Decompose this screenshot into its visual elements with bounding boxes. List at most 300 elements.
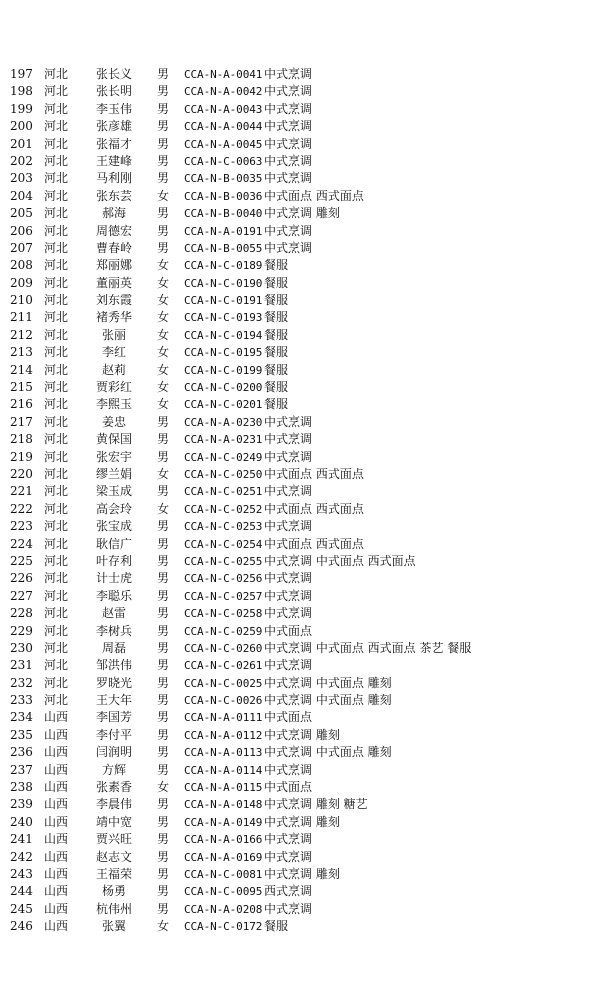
row-number: 212: [10, 327, 33, 342]
gender: 男: [157, 119, 170, 134]
person-name: 贾彩红: [96, 380, 133, 395]
list-row: [0, 275, 600, 292]
row-number: 235: [10, 727, 33, 742]
gender: 女: [157, 327, 170, 342]
skills: 中式烹调: [264, 762, 313, 777]
certificate-id: CCA-N-C-0201: [184, 398, 263, 412]
list-row: [0, 640, 600, 657]
certificate-id: CCA-N-A-0041: [184, 68, 263, 81]
list-row: [0, 744, 600, 761]
skills: 中式烹调: [264, 153, 313, 168]
gender: 男: [157, 710, 170, 725]
person-name: 褚秀华: [96, 310, 133, 325]
list-row: [0, 849, 600, 866]
person-name: 高会玲: [96, 501, 133, 516]
gender: 女: [157, 501, 170, 516]
list-row: [0, 136, 600, 153]
person-name: 王福荣: [96, 866, 133, 881]
list-row: [0, 240, 600, 257]
province: 河北: [44, 484, 69, 499]
list-row: [0, 309, 600, 326]
province: 河北: [44, 327, 69, 342]
gender: 男: [157, 223, 170, 238]
row-number: 244: [10, 884, 33, 899]
gender: 男: [157, 484, 170, 499]
province: 河北: [44, 571, 69, 586]
skills: 中式面点: [264, 623, 313, 638]
row-number: 225: [10, 553, 33, 568]
gender: 男: [157, 571, 170, 586]
gender: 男: [157, 414, 170, 429]
skills: 中式面点 西式面点: [264, 536, 364, 551]
row-number: 206: [10, 223, 33, 238]
row-number: 222: [10, 501, 33, 516]
certificate-id: CCA-N-C-0095: [184, 885, 263, 899]
list-row: [0, 501, 600, 518]
certificate-id: CCA-N-C-0199: [184, 363, 263, 377]
skills: 餐服: [264, 380, 289, 395]
list-row: [0, 414, 600, 431]
certificate-id: CCA-N-C-0256: [184, 572, 263, 586]
certificate-id: CCA-N-C-0253: [184, 520, 263, 534]
person-name: 张福才: [96, 136, 133, 151]
list-row: [0, 66, 600, 83]
skills: 餐服: [264, 258, 289, 273]
row-number: 242: [10, 849, 33, 864]
skills: 中式烹调: [264, 901, 313, 916]
gender: 男: [157, 432, 170, 447]
gender: 女: [157, 362, 170, 377]
certificate-id: CCA-N-C-0200: [184, 381, 263, 395]
row-number: 236: [10, 745, 33, 760]
gender: 男: [157, 553, 170, 568]
province: 河北: [44, 397, 69, 412]
person-name: 计士虎: [96, 571, 133, 586]
row-number: 245: [10, 901, 33, 916]
row-number: 216: [10, 397, 33, 412]
province: 河北: [44, 675, 69, 690]
gender: 女: [157, 397, 170, 412]
person-name: 邹洪伟: [96, 658, 133, 673]
gender: 女: [157, 310, 170, 325]
certificate-id: CCA-N-C-0259: [184, 624, 263, 638]
list-row: [0, 205, 600, 222]
province: 河北: [44, 414, 69, 429]
skills: 中式烹调: [264, 223, 313, 238]
list-row: [0, 327, 600, 344]
gender: 男: [157, 901, 170, 916]
gender: 女: [157, 380, 170, 395]
skills: 中式烹调 雕刻: [264, 727, 340, 742]
list-row: [0, 623, 600, 640]
certificate-id: CCA-N-C-0063: [184, 154, 263, 168]
certificate-id: CCA-N-A-0045: [184, 137, 263, 151]
person-name: 张素香: [96, 780, 133, 795]
certificate-id: CCA-N-C-0249: [184, 450, 263, 464]
certificate-id: CCA-N-A-0115: [184, 781, 263, 795]
list-row: [0, 292, 600, 309]
province: 河北: [44, 136, 69, 151]
list-row: [0, 257, 600, 274]
certificate-id: CCA-N-A-0113: [184, 746, 263, 760]
list-row: [0, 101, 600, 118]
certificate-id: CCA-N-C-0258: [184, 607, 263, 621]
list-row: [0, 449, 600, 466]
row-number: 199: [10, 101, 33, 116]
list-row: [0, 796, 600, 813]
certificate-id: CCA-N-A-0043: [184, 102, 263, 116]
province: 山西: [44, 710, 69, 725]
row-number: 200: [10, 119, 33, 134]
row-number: 231: [10, 658, 33, 673]
province: 河北: [44, 466, 69, 481]
row-number: 233: [10, 693, 33, 708]
gender: 男: [157, 727, 170, 742]
certificate-id: CCA-N-A-0169: [184, 850, 263, 864]
gender: 男: [157, 153, 170, 168]
row-number: 227: [10, 588, 33, 603]
row-number: 241: [10, 832, 33, 847]
person-name: 张宏宇: [96, 449, 133, 464]
row-number: 210: [10, 293, 33, 308]
certificate-id: CCA-N-A-0114: [184, 763, 263, 777]
person-name: 姜忠: [102, 414, 127, 429]
province: 河北: [44, 536, 69, 551]
province: 山西: [44, 814, 69, 829]
province: 山西: [44, 919, 69, 934]
skills: 中式烹调 雕刻: [264, 866, 340, 881]
person-name: 李树兵: [96, 623, 133, 638]
province: 河北: [44, 606, 69, 621]
province: 山西: [44, 832, 69, 847]
row-number: 232: [10, 675, 33, 690]
province: 河北: [44, 640, 69, 655]
person-name: 马利刚: [96, 171, 133, 186]
certificate-id: CCA-N-C-0190: [184, 276, 263, 290]
skills: 餐服: [264, 293, 289, 308]
certificate-id: CCA-N-C-0254: [184, 537, 263, 551]
skills: 中式烹调 雕刻: [264, 814, 340, 829]
province: 山西: [44, 762, 69, 777]
province: 河北: [44, 258, 69, 273]
list-row: [0, 518, 600, 535]
skills: 中式烹调: [264, 101, 313, 116]
skills: 中式烹调 雕刻: [264, 206, 340, 221]
province: 山西: [44, 884, 69, 899]
list-row: [0, 396, 600, 413]
person-name: 周德宏: [96, 223, 133, 238]
gender: 男: [157, 849, 170, 864]
row-number: 202: [10, 153, 33, 168]
skills: 餐服: [264, 362, 289, 377]
certificate-list: [0, 66, 600, 936]
gender: 男: [157, 67, 170, 81]
province: 山西: [44, 901, 69, 916]
gender: 女: [157, 345, 170, 360]
list-row: [0, 379, 600, 396]
row-number: 229: [10, 623, 33, 638]
province: 河北: [44, 67, 69, 81]
province: 河北: [44, 206, 69, 221]
province: 河北: [44, 240, 69, 255]
certificate-id: CCA-N-A-0044: [184, 120, 263, 134]
person-name: 张彦雄: [96, 119, 133, 134]
person-name: 叶存利: [96, 553, 133, 568]
person-name: 耿信广: [96, 536, 133, 551]
certificate-id: CCA-N-A-0208: [184, 902, 263, 916]
row-number: 230: [10, 640, 33, 655]
person-name: 李晨伟: [96, 797, 133, 812]
province: 河北: [44, 84, 69, 99]
row-number: 217: [10, 414, 33, 429]
certificate-id: CCA-N-C-0257: [184, 589, 263, 603]
person-name: 杨勇: [102, 884, 127, 899]
certificate-id: CCA-N-B-0036: [184, 189, 263, 203]
gender: 女: [157, 258, 170, 273]
skills: 中式面点 西式面点: [264, 188, 364, 203]
person-name: 郝海: [102, 206, 127, 221]
skills: 中式烹调: [264, 67, 313, 81]
skills: 餐服: [264, 397, 289, 412]
skills: 中式烹调 中式面点 雕刻: [264, 745, 392, 760]
list-row: [0, 866, 600, 883]
skills: 中式烹调: [264, 519, 313, 534]
province: 山西: [44, 780, 69, 795]
person-name: 梁玉成: [96, 484, 133, 499]
person-name: 张长明: [96, 84, 133, 99]
skills: 中式烹调: [264, 414, 313, 429]
person-name: 杭伟州: [96, 901, 133, 916]
row-number: 246: [10, 919, 33, 934]
person-name: 张长义: [96, 67, 133, 81]
skills: 中式面点: [264, 710, 313, 725]
skills: 中式烹调: [264, 136, 313, 151]
row-number: 203: [10, 171, 33, 186]
list-row: [0, 605, 600, 622]
certificate-id: CCA-N-C-0195: [184, 346, 263, 360]
list-row: [0, 118, 600, 135]
row-number: 219: [10, 449, 33, 464]
certificate-id: CCA-N-C-0251: [184, 485, 263, 499]
person-name: 王建峰: [96, 153, 133, 168]
certificate-id: CCA-N-C-0193: [184, 311, 263, 325]
skills: 中式烹调: [264, 449, 313, 464]
certificate-id: CCA-N-C-0026: [184, 694, 263, 708]
certificate-id: CCA-N-A-0042: [184, 85, 263, 99]
row-number: 221: [10, 484, 33, 499]
gender: 男: [157, 588, 170, 603]
skills: 中式烹调: [264, 832, 313, 847]
province: 山西: [44, 866, 69, 881]
province: 河北: [44, 101, 69, 116]
person-name: 董丽英: [96, 275, 133, 290]
list-row: [0, 831, 600, 848]
row-number: 228: [10, 606, 33, 621]
row-number: 223: [10, 519, 33, 534]
list-row: [0, 536, 600, 553]
province: 河北: [44, 275, 69, 290]
province: 河北: [44, 432, 69, 447]
gender: 男: [157, 136, 170, 151]
skills: 中式烹调 雕刻 糖艺: [264, 797, 368, 812]
province: 河北: [44, 553, 69, 568]
list-row: [0, 883, 600, 900]
certificate-id: CCA-N-A-0112: [184, 728, 263, 742]
list-row: [0, 362, 600, 379]
certificate-id: CCA-N-C-0191: [184, 294, 263, 308]
person-name: 李付平: [96, 727, 133, 742]
gender: 男: [157, 536, 170, 551]
gender: 男: [157, 745, 170, 760]
skills: 中式烹调: [264, 849, 313, 864]
row-number: 197: [10, 67, 33, 81]
certificate-id: CCA-N-C-0260: [184, 641, 263, 655]
skills: 餐服: [264, 919, 289, 934]
list-row: [0, 83, 600, 100]
province: 山西: [44, 727, 69, 742]
person-name: 李玉伟: [96, 101, 133, 116]
person-name: 李国芳: [96, 710, 133, 725]
certificate-id: CCA-N-B-0040: [184, 207, 263, 221]
row-number: 224: [10, 536, 33, 551]
province: 山西: [44, 849, 69, 864]
gender: 男: [157, 206, 170, 221]
skills: 中式面点 西式面点: [264, 501, 364, 516]
row-number: 218: [10, 432, 33, 447]
certificate-id: CCA-N-A-0191: [184, 224, 263, 238]
list-row: [0, 918, 600, 935]
list-row: [0, 901, 600, 918]
gender: 女: [157, 466, 170, 481]
row-number: 201: [10, 136, 33, 151]
gender: 男: [157, 171, 170, 186]
gender: 男: [157, 101, 170, 116]
gender: 男: [157, 240, 170, 255]
gender: 男: [157, 866, 170, 881]
skills: 餐服: [264, 275, 289, 290]
person-name: 周磊: [102, 640, 127, 655]
row-number: 215: [10, 380, 33, 395]
list-row: [0, 188, 600, 205]
province: 河北: [44, 588, 69, 603]
province: 河北: [44, 171, 69, 186]
list-row: [0, 170, 600, 187]
gender: 男: [157, 640, 170, 655]
person-name: 曹春岭: [96, 240, 133, 255]
gender: 男: [157, 832, 170, 847]
skills: 中式烹调: [264, 240, 313, 255]
person-name: 靖中宽: [96, 814, 133, 829]
list-row: [0, 344, 600, 361]
certificate-id: CCA-N-A-0230: [184, 415, 263, 429]
skills: 中式烹调: [264, 171, 313, 186]
row-number: 207: [10, 240, 33, 255]
person-name: 张丽: [102, 327, 127, 342]
person-name: 贾兴旺: [96, 832, 133, 847]
list-row: [0, 779, 600, 796]
list-row: [0, 570, 600, 587]
province: 河北: [44, 693, 69, 708]
province: 河北: [44, 345, 69, 360]
row-number: 205: [10, 206, 33, 221]
person-name: 赵志文: [96, 849, 133, 864]
person-name: 方辉: [102, 762, 127, 777]
row-number: 214: [10, 362, 33, 377]
person-name: 李聪乐: [96, 588, 133, 603]
certificate-id: CCA-N-C-0250: [184, 467, 263, 481]
certificate-id: CCA-N-C-0189: [184, 259, 263, 273]
row-number: 243: [10, 866, 33, 881]
list-row: [0, 431, 600, 448]
person-name: 郑丽娜: [96, 258, 133, 273]
person-name: 闫润明: [96, 745, 133, 760]
province: 河北: [44, 223, 69, 238]
person-name: 张东芸: [96, 188, 133, 203]
person-name: 缪兰娟: [96, 466, 133, 481]
row-number: 211: [10, 310, 33, 325]
province: 河北: [44, 658, 69, 673]
row-number: 234: [10, 710, 33, 725]
gender: 男: [157, 519, 170, 534]
certificate-id: CCA-N-B-0055: [184, 241, 263, 255]
list-row: [0, 814, 600, 831]
list-row: [0, 553, 600, 570]
certificate-id: CCA-N-B-0035: [184, 172, 263, 186]
row-number: 208: [10, 258, 33, 273]
skills: 中式烹调: [264, 119, 313, 134]
row-number: 239: [10, 797, 33, 812]
list-row: [0, 153, 600, 170]
gender: 女: [157, 919, 170, 934]
person-name: 赵莉: [102, 362, 127, 377]
person-name: 张翼: [102, 919, 127, 934]
skills: 中式面点 西式面点: [264, 466, 364, 481]
gender: 男: [157, 84, 170, 99]
person-name: 刘东霞: [96, 293, 133, 308]
gender: 女: [157, 780, 170, 795]
list-row: [0, 223, 600, 240]
certificate-id: CCA-N-A-0166: [184, 833, 263, 847]
certificate-id: CCA-N-A-0149: [184, 815, 263, 829]
province: 河北: [44, 623, 69, 638]
gender: 男: [157, 884, 170, 899]
gender: 男: [157, 675, 170, 690]
skills: 中式烹调 中式面点 雕刻: [264, 693, 392, 708]
certificate-id: CCA-N-C-0172: [184, 920, 263, 934]
skills: 中式烹调: [264, 606, 313, 621]
certificate-id: CCA-N-A-0231: [184, 433, 263, 447]
row-number: 209: [10, 275, 33, 290]
gender: 男: [157, 814, 170, 829]
gender: 男: [157, 797, 170, 812]
person-name: 赵雷: [102, 606, 127, 621]
list-row: [0, 483, 600, 500]
certificate-id: CCA-N-C-0081: [184, 867, 263, 881]
person-name: 王大年: [96, 693, 133, 708]
certificate-id: CCA-N-A-0148: [184, 798, 263, 812]
skills: 中式烹调 中式面点 西式面点 茶艺 餐服: [264, 640, 472, 655]
province: 河北: [44, 293, 69, 308]
list-row: [0, 709, 600, 726]
row-number: 220: [10, 466, 33, 481]
province: 河北: [44, 362, 69, 377]
skills: 中式烹调: [264, 588, 313, 603]
gender: 女: [157, 275, 170, 290]
province: 河北: [44, 380, 69, 395]
row-number: 213: [10, 345, 33, 360]
certificate-id: CCA-N-C-0261: [184, 659, 263, 673]
gender: 男: [157, 449, 170, 464]
